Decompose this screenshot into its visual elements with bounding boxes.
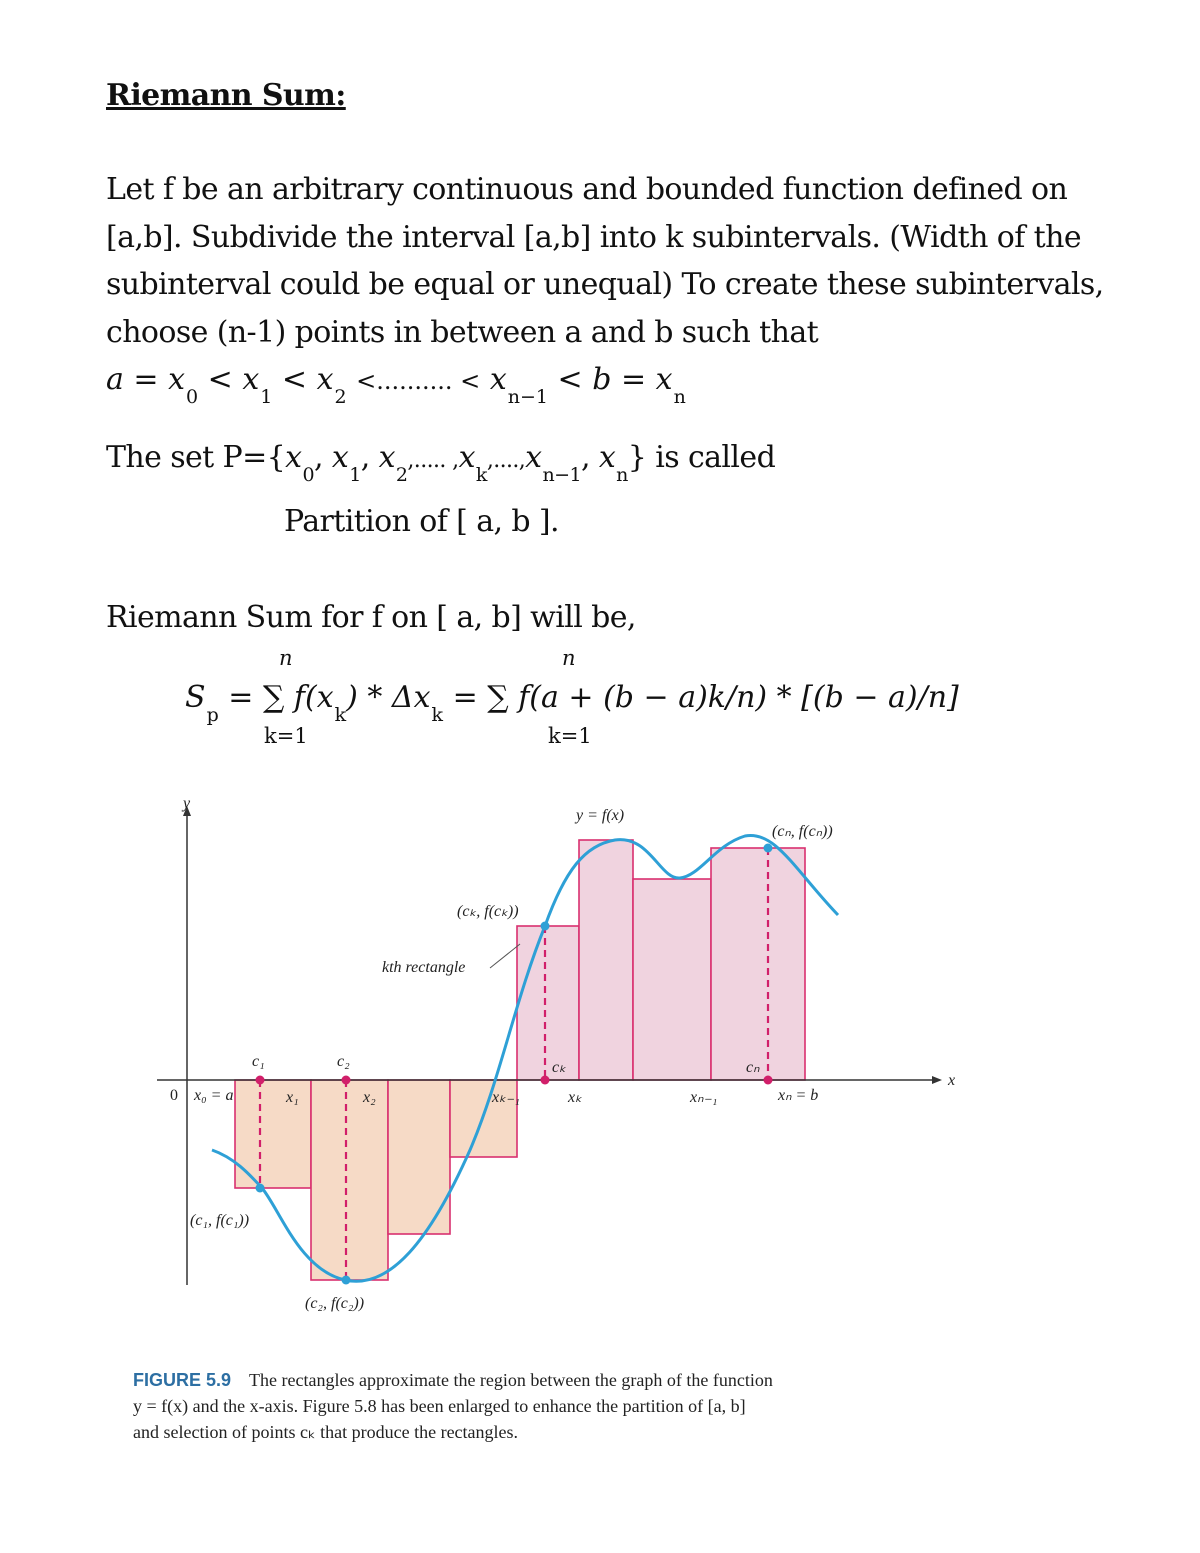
x2-label: x₂ [363,1089,376,1106]
x0-label: x₀ = a [194,1087,234,1104]
kth-leader-line [490,944,520,968]
rect-k1 [579,840,633,1080]
origin-label: 0 [170,1087,178,1104]
ck-label: cₖ [552,1059,566,1076]
xn1-label: xₙ₋₁ [690,1089,718,1106]
sum1-upper: n [279,646,293,670]
x1-label: x₁ [286,1089,299,1106]
positive-rectangles [517,840,805,1080]
intro-line-3: subinterval could be equal or unequal) To create these subintervals, [106,267,1104,302]
c2-label: c₂ [337,1053,350,1070]
partition-line-2: Partition of [ a, b ]. [284,504,559,539]
xk1-label: xₖ₋₁ [492,1089,520,1106]
point-cn [764,1076,773,1085]
cn-label: cₙ [746,1059,760,1076]
curve-point-cn [764,844,773,853]
curve-point-ck [541,922,550,931]
negative-rectangles [235,1080,517,1280]
point-c2 [342,1076,351,1085]
rect-2 [311,1080,388,1280]
y-axis-label: y [183,795,191,812]
cn-point-label: (cₙ, f(cₙ)) [772,823,833,840]
partition-line: The set $P=\{x_0$, $x_1$, $x_2$,..... $,x_k,....,x_{n-1}$, $x_n$} is called [106,440,776,486]
rect-k2 [633,879,711,1080]
sum2-upper: n [562,646,576,670]
sum1-lower: k=1 [264,724,308,748]
riemann-formula: $S_p$ = ∑ $f(x_k) * \Delta x_k$ = ∑ f(a + (b − a)k/n) * [(b − a)/n] [185,680,959,726]
c2-point-label: (c₂, f(c₂)) [305,1295,365,1312]
curve-point-c2 [342,1276,351,1285]
sum2-lower: k=1 [548,724,592,748]
x-axis-label: x [948,1072,956,1089]
figure-caption-line-3: and selection of points cₖ that produce the rectangles. [133,1422,519,1442]
curve-label: y = f(x) [576,807,625,824]
c1-point-label: (c₁, f(c₁)) [190,1212,250,1229]
intro-line-2: [a,b]. Subdivide the interval [a,b] into k subintervals. (Width of the [106,220,1082,255]
page-title: Riemann Sum: [106,78,346,113]
xn-label: xₙ = b [778,1087,819,1104]
rect-k [517,926,579,1080]
ck-point-label: (cₖ, f(cₖ)) [457,903,519,920]
inequality-line: $a = x_0 < x_1 < x_2$ <.......... < $x_{n-1} < b = x_n$ [106,362,686,408]
rect-n [711,848,805,1080]
intro-line-4: choose (n-1) points in between a and b such that [106,315,819,350]
point-c1 [256,1076,265,1085]
figure-caption-line-2: y = f(x) and the x-axis. Figure 5.8 has been enlarged to enhance the partition of [a, b] [133,1396,746,1416]
figure-caption-head: FIGURE 5.9 [133,1370,232,1390]
intro-line-1: Let f be an arbitrary continuous and bounded function defined on [106,172,1068,207]
xk-label: xₖ [568,1089,582,1106]
figure-caption-line-1: FIGURE 5.9 The rectangles approximate the region between the graph of the function [133,1370,773,1390]
riemann-sum-intro: Riemann Sum for f on [ a, b] will be, [106,600,636,635]
kth-rectangle-label: kth rectangle [382,959,466,976]
curve-point-c1 [256,1184,265,1193]
c1-label: c₁ [252,1053,265,1070]
point-ck [541,1076,550,1085]
x-axis-arrow-icon [932,1076,942,1084]
